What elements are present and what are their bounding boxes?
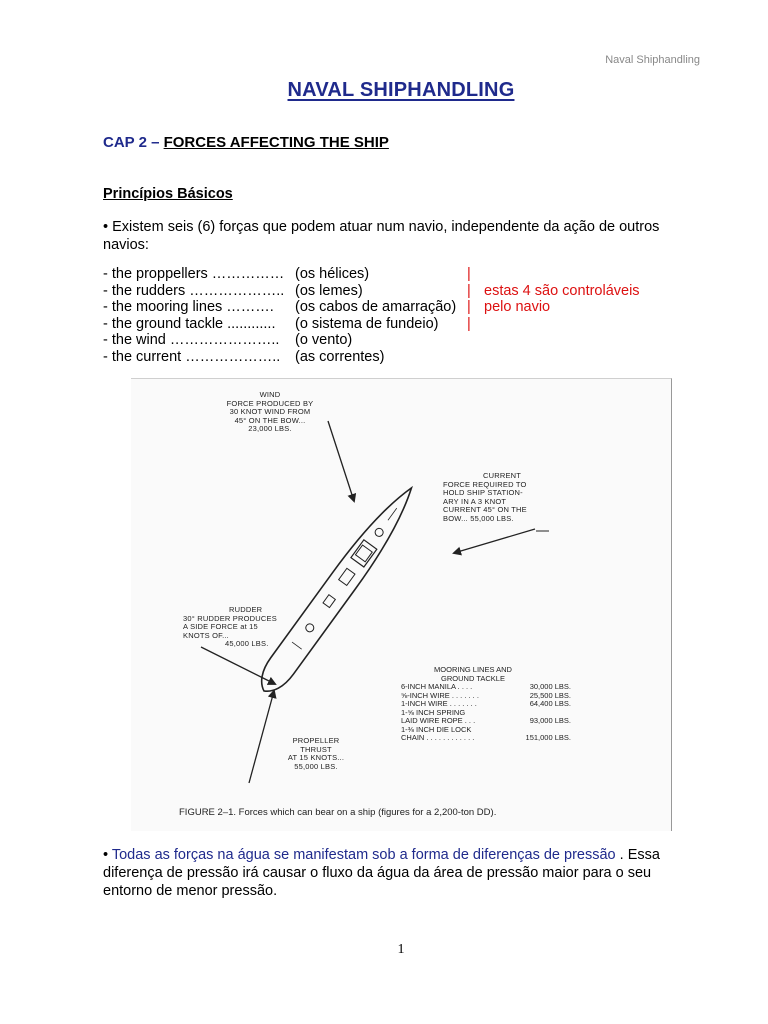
label-line: 55,000 LBS. <box>294 761 338 771</box>
label-line: MOORING LINES AND <box>434 665 512 674</box>
mooring-item: 1-⅜ INCH DIE LOCK <box>401 724 472 734</box>
force-en: - the proppellers …………… <box>103 266 285 282</box>
label-line: HOLD SHIP STATION- <box>443 488 523 497</box>
pressure-paragraph <box>103 846 683 900</box>
force-note: estas 4 são controláveis <box>484 282 640 299</box>
page-number: 1 <box>397 942 405 957</box>
force-pt: (os hélices) <box>295 266 370 282</box>
label-line: BOW... 55,000 LBS. <box>443 513 514 523</box>
mooring-row <box>401 734 571 743</box>
mooring-value: 64,400 LBS. <box>529 699 571 708</box>
mooring-value: 151,000 LBS. <box>525 733 571 742</box>
wind-label <box>195 391 345 434</box>
mooring-item: 1-INCH WIRE . . . . . . . <box>401 699 477 708</box>
force-pt: (os lemes) <box>295 282 363 299</box>
mooring-title <box>411 666 535 683</box>
force-bracket: | <box>467 299 471 315</box>
chapter-heading <box>103 134 389 151</box>
force-bracket: | <box>467 282 471 299</box>
bullet: • <box>103 847 112 863</box>
force-note: pelo navio <box>484 299 551 315</box>
mooring-item: ⅝-INCH WIRE . . . . . . . <box>401 690 479 700</box>
label-line: 23,000 LBS. <box>248 424 292 433</box>
force-pt: (o vento) <box>295 332 353 348</box>
pressure-highlight: Todas as forças na água se manifestam sob a forma de diferenças de pressão <box>111 847 616 863</box>
label-line: 45,000 LBS. <box>225 639 269 648</box>
rudder-label <box>183 606 313 649</box>
mooring-item: LAID WIRE ROPE . . . <box>401 716 476 725</box>
rudder-arrow <box>201 647 275 684</box>
intro-paragraph: • Existem seis (6) forças que podem atuar num navio, independente da ação de outros navios: <box>103 219 660 253</box>
section-heading: Princípios Básicos <box>103 186 233 202</box>
force-pt: (as correntes) <box>295 348 385 365</box>
force-en: - the rudders ……………….. <box>103 282 285 299</box>
force-bracket: | <box>467 266 471 282</box>
label-line: CURRENT 45° ON THE <box>443 505 527 514</box>
chapter-prefix: CAP 2 – <box>103 134 164 151</box>
label-line: WIND <box>259 390 281 399</box>
mooring-value: 93,000 LBS. <box>529 716 571 725</box>
label-line: RUDDER <box>229 605 263 614</box>
label-line: FORCE REQUIRED TO <box>443 479 527 489</box>
label-line: 30 KNOT WIND FROM <box>229 407 311 416</box>
label-line: GROUND TACKLE <box>441 673 505 683</box>
label-line: 45° ON THE BOW... <box>234 415 306 425</box>
forces-figure <box>131 378 672 831</box>
label-line: A SIDE FORCE at 15 <box>183 622 258 631</box>
force-en: - the mooring lines ………. <box>103 299 274 315</box>
force-pt: (o sistema de fundeio) <box>295 315 439 332</box>
propeller-label <box>266 737 366 771</box>
force-en: - the ground tackle ............ <box>103 315 276 332</box>
ship-diagram <box>131 379 671 831</box>
chapter-title: FORCES AFFECTING THE SHIP <box>163 134 389 151</box>
running-header: Naval Shiphandling <box>605 54 700 66</box>
label-line: KNOTS OF... <box>183 630 229 640</box>
label-line: 30° RUDDER PRODUCES <box>183 613 277 623</box>
mooring-table <box>401 666 571 743</box>
ship-hull <box>253 480 423 700</box>
current-arrow <box>454 529 535 553</box>
label-line: PROPELLER <box>292 736 340 745</box>
mooring-item: CHAIN . . . . . . . . . . . . <box>401 733 475 742</box>
document-title: NAVAL SHIPHANDLING <box>287 79 515 101</box>
mooring-item: 1-⅝ INCH SPRING <box>401 707 466 717</box>
label-line: THRUST <box>300 744 332 754</box>
current-label <box>443 472 565 523</box>
mooring-item: 6-INCH MANILA . . . . <box>401 682 473 691</box>
pressure-rest: . Essa diferença de pressão irá causar o fluxo da água da área de pressão maior para o seu entorno de menor pressão. <box>103 847 660 899</box>
force-bracket: | <box>467 315 471 332</box>
label-line: ARY IN A 3 KNOT <box>443 496 507 506</box>
force-en: - the current ……………….. <box>103 348 281 365</box>
mooring-value: 25,500 LBS. <box>529 690 571 700</box>
label-line: FORCE PRODUCED BY <box>226 398 314 408</box>
label-line: AT 15 KNOTS... <box>287 753 345 762</box>
force-pt: (os cabos de amarração) <box>295 299 457 315</box>
figure-caption: FIGURE 2–1. Forces which can bear on a ship (figures for a 2,200-ton DD). <box>179 807 497 818</box>
force-en: - the wind ………………….. <box>103 332 280 348</box>
mooring-value: 30,000 LBS. <box>529 682 571 691</box>
label-line: CURRENT <box>483 471 522 480</box>
